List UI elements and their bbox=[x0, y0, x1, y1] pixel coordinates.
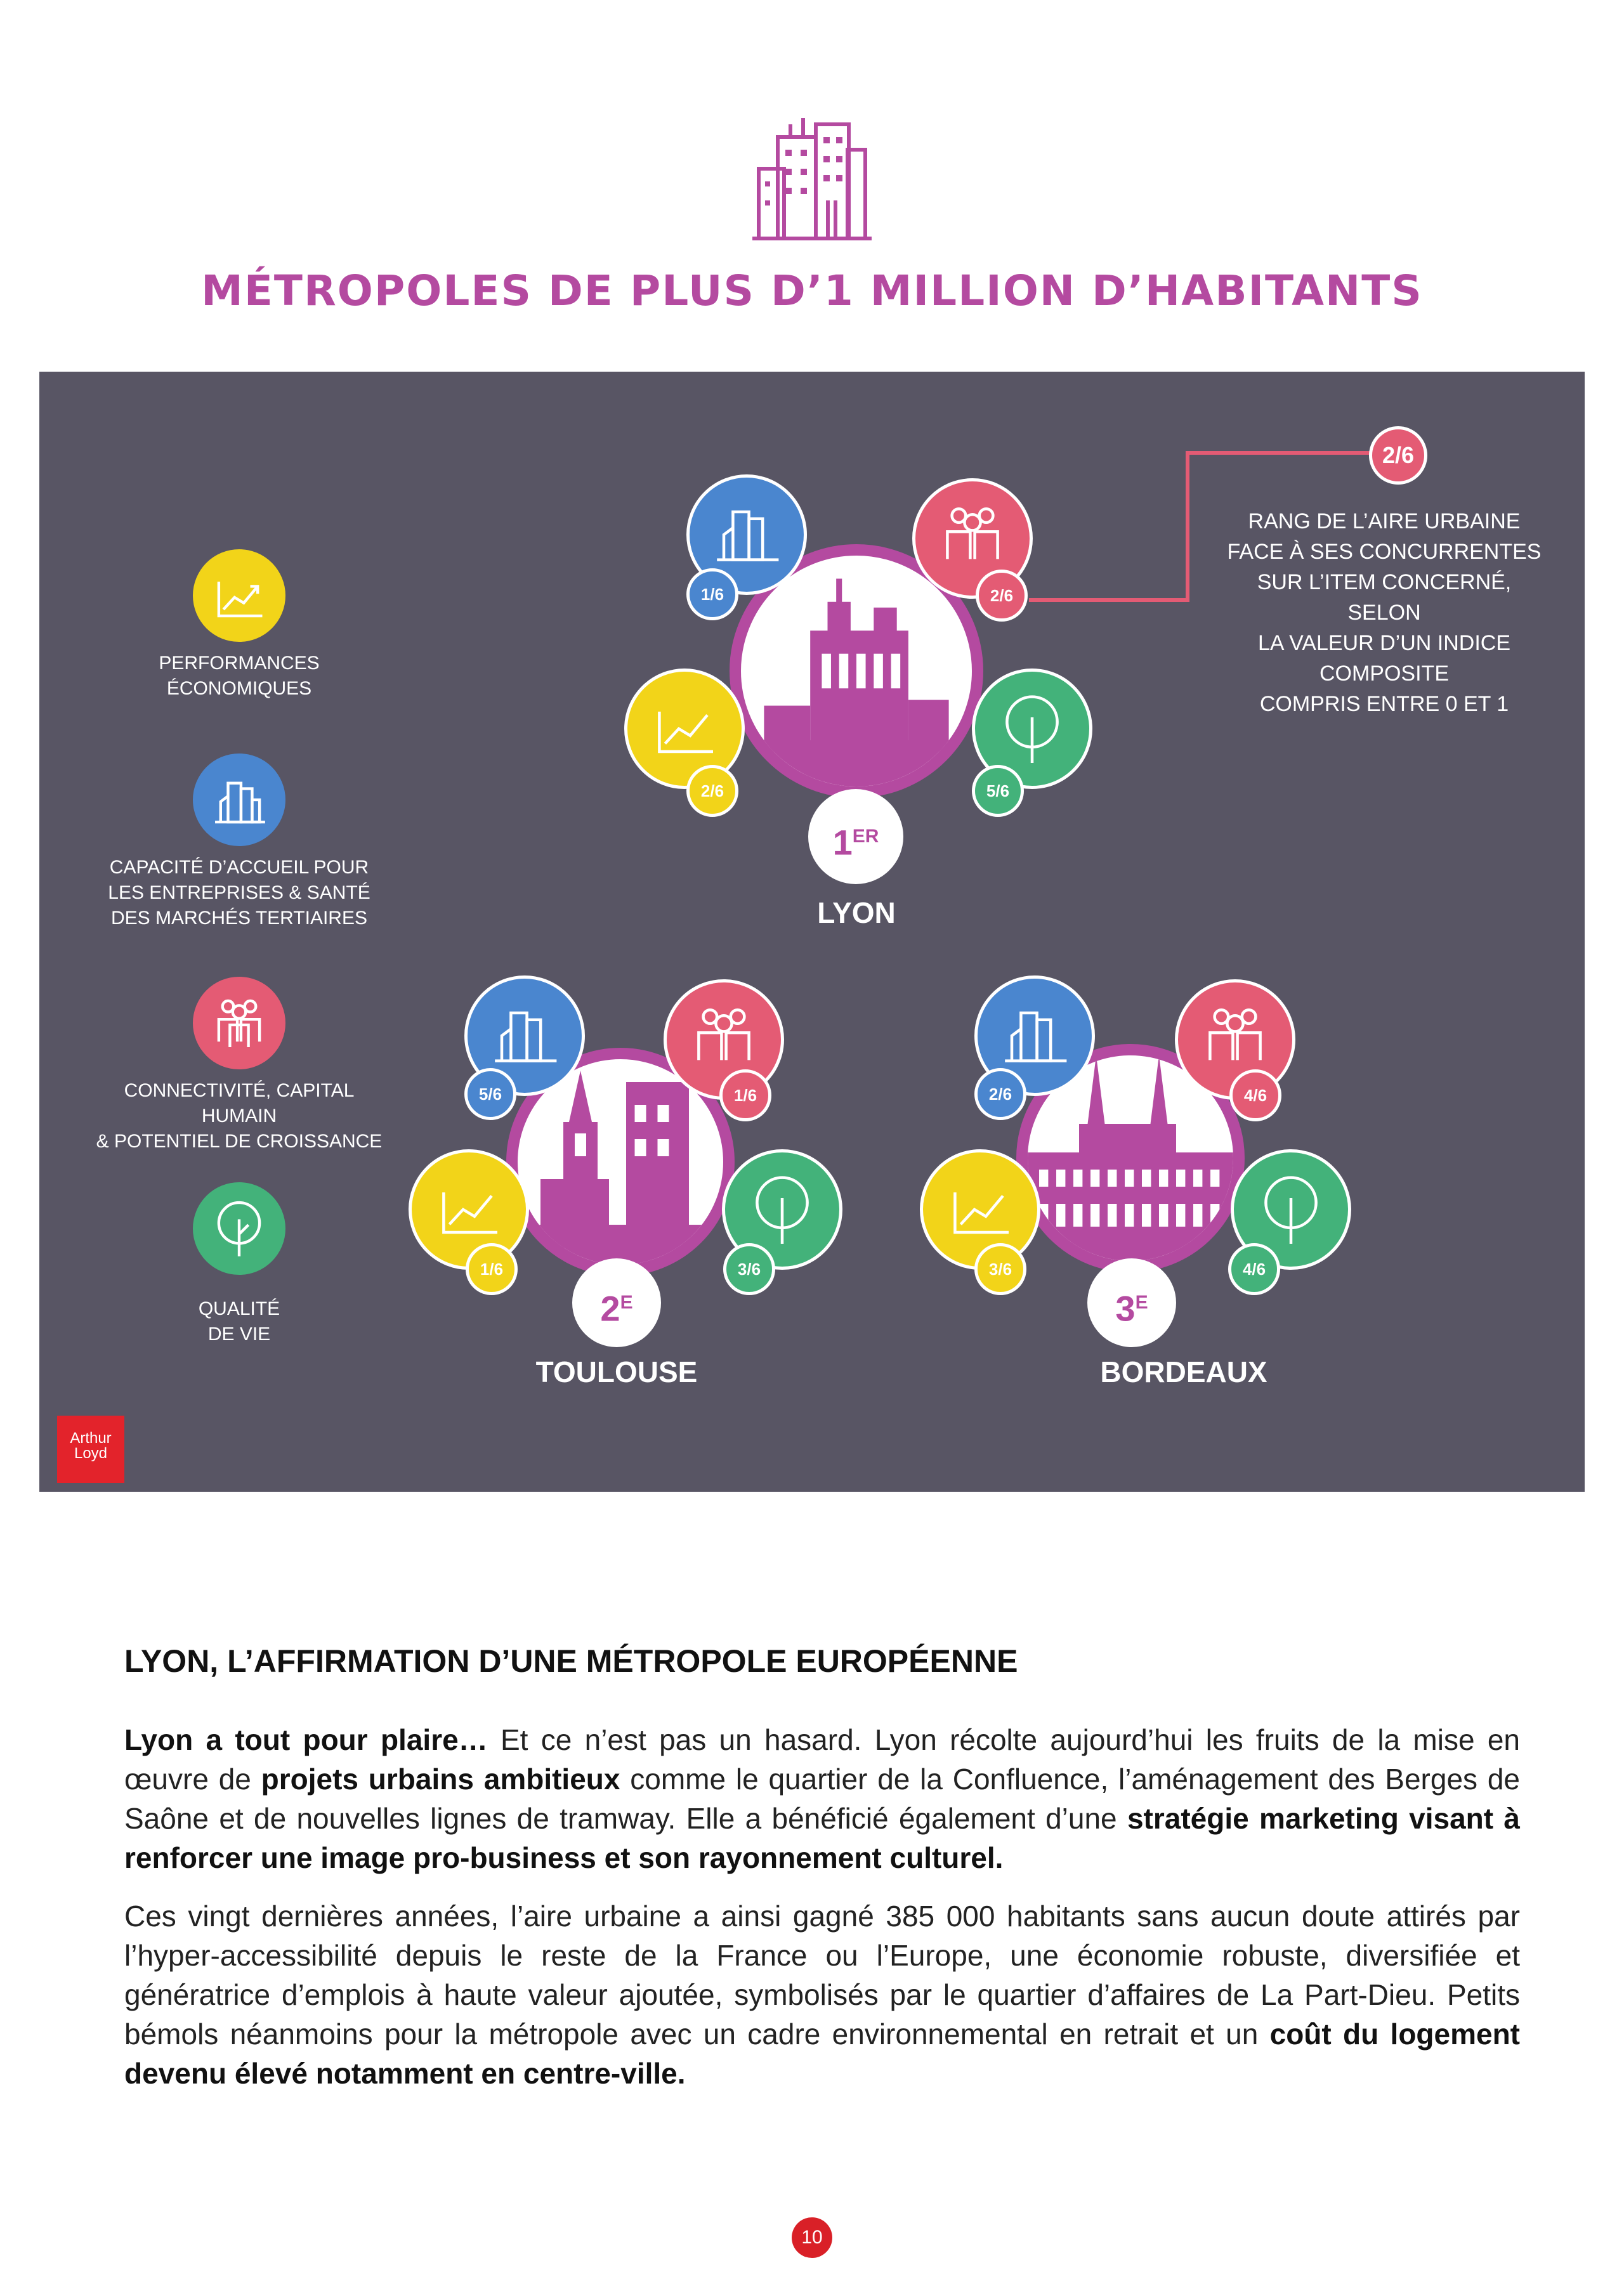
bordeaux-city-name: BORDEAUX bbox=[1100, 1355, 1267, 1388]
infographic-panel bbox=[39, 372, 1585, 1492]
text-run: coût du logement devenu élevé notamment en centre-ville. bbox=[124, 2018, 1520, 2090]
page-title: MÉTROPOLES DE PLUS D’1 MILLION D’HABITANTS bbox=[201, 266, 1423, 315]
arthur-loyd-logo: Arthur Loyd bbox=[57, 1416, 124, 1483]
legend-label-connectivity: CONNECTIVITÉ, CAPITAL HUMAIN & POTENTIEL DE CROISSANCE bbox=[96, 1080, 383, 1152]
legend-label-capacity: CAPACITÉ D’ACCUEIL POUR LES ENTREPRISES & SANTÉ DES MARCHÉS TERTIAIRES bbox=[108, 857, 370, 929]
text-run: Lyon a tout pour plaire… bbox=[124, 1723, 488, 1756]
lyon-rank: 1ER bbox=[808, 789, 903, 884]
legend-label-quality: QUALITÉ DE VIE bbox=[198, 1298, 280, 1345]
toulouse-green-rank: 3/6 bbox=[723, 1243, 775, 1295]
article-paragraph-2 bbox=[124, 1896, 1520, 2093]
bordeaux-green-rank: 4/6 bbox=[1228, 1243, 1280, 1295]
note-rank-badge: 2/6 bbox=[1369, 426, 1427, 485]
toulouse-blue-rank: 5/6 bbox=[464, 1068, 516, 1120]
text-run: Et ce n’est pas un hasard. Lyon récolte aujourd’hui les fruits de la mise en œuvre de bbox=[124, 1723, 1520, 1796]
text-run: Ces vingt dernières années, l’aire urbaine a ainsi gagné 385 000 habitants sans aucun doute attirés par l’hyper-accessibilité depuis le reste de la France ou l’Europe, une économie robuste, diversifiée et génératrice d’emplois à haute valeur ajoutée, symbolisés par le quartier d’affaires de La Part-Dieu. Petits bémols néanmoins pour la métropole avec un cadre environnemental en retrait et un bbox=[124, 1900, 1520, 2051]
bordeaux-yellow-rank: 3/6 bbox=[974, 1243, 1026, 1295]
lyon-blue-rank: 1/6 bbox=[686, 568, 738, 620]
lyon-yellow-rank: 2/6 bbox=[686, 765, 738, 817]
note-text: RANG DE L’AIRE URBAINE FACE À SES CONCURRENTES SUR L’ITEM CONCERNÉ, SELON LA VALEUR D’UN INDICE COMPOSITE COMPRIS ENTRE 0 ET 1 bbox=[1227, 509, 1542, 716]
text-run: projets urbains ambitieux bbox=[261, 1763, 620, 1796]
lyon-green-rank: 5/6 bbox=[972, 765, 1024, 817]
toulouse-city-name: TOULOUSE bbox=[535, 1355, 698, 1388]
page-number: 10 bbox=[792, 2217, 832, 2258]
bordeaux-red-rank: 4/6 bbox=[1229, 1069, 1281, 1121]
article-paragraph-1 bbox=[124, 1720, 1520, 1877]
article-title: LYON, L’AFFIRMATION D’UNE MÉTROPOLE EUROPÉENNE bbox=[124, 1643, 1018, 1679]
lyon-red-rank: 2/6 bbox=[976, 570, 1028, 622]
city-buildings-icon bbox=[752, 112, 872, 245]
bordeaux-blue-rank: 2/6 bbox=[974, 1068, 1026, 1120]
text-run: comme le quartier de la Confluence, l’aménagement des Berges de Saône et de nouvelles lignes de tramway. Elle a bénéficié également d’une bbox=[124, 1763, 1520, 1835]
toulouse-yellow-rank: 1/6 bbox=[466, 1243, 518, 1295]
bordeaux-rank: $3^E$ bbox=[1087, 1258, 1176, 1347]
toulouse-rank: $2^E$ bbox=[572, 1258, 661, 1347]
lyon-city-name: LYON bbox=[817, 896, 896, 929]
text-run: stratégie marketing visant à renforcer une image pro-business et son rayonnement culturel. bbox=[124, 1802, 1520, 1874]
legend-label-economic: PERFORMANCES ÉCONOMIQUES bbox=[159, 653, 320, 699]
toulouse-red-rank: 1/6 bbox=[719, 1069, 771, 1121]
